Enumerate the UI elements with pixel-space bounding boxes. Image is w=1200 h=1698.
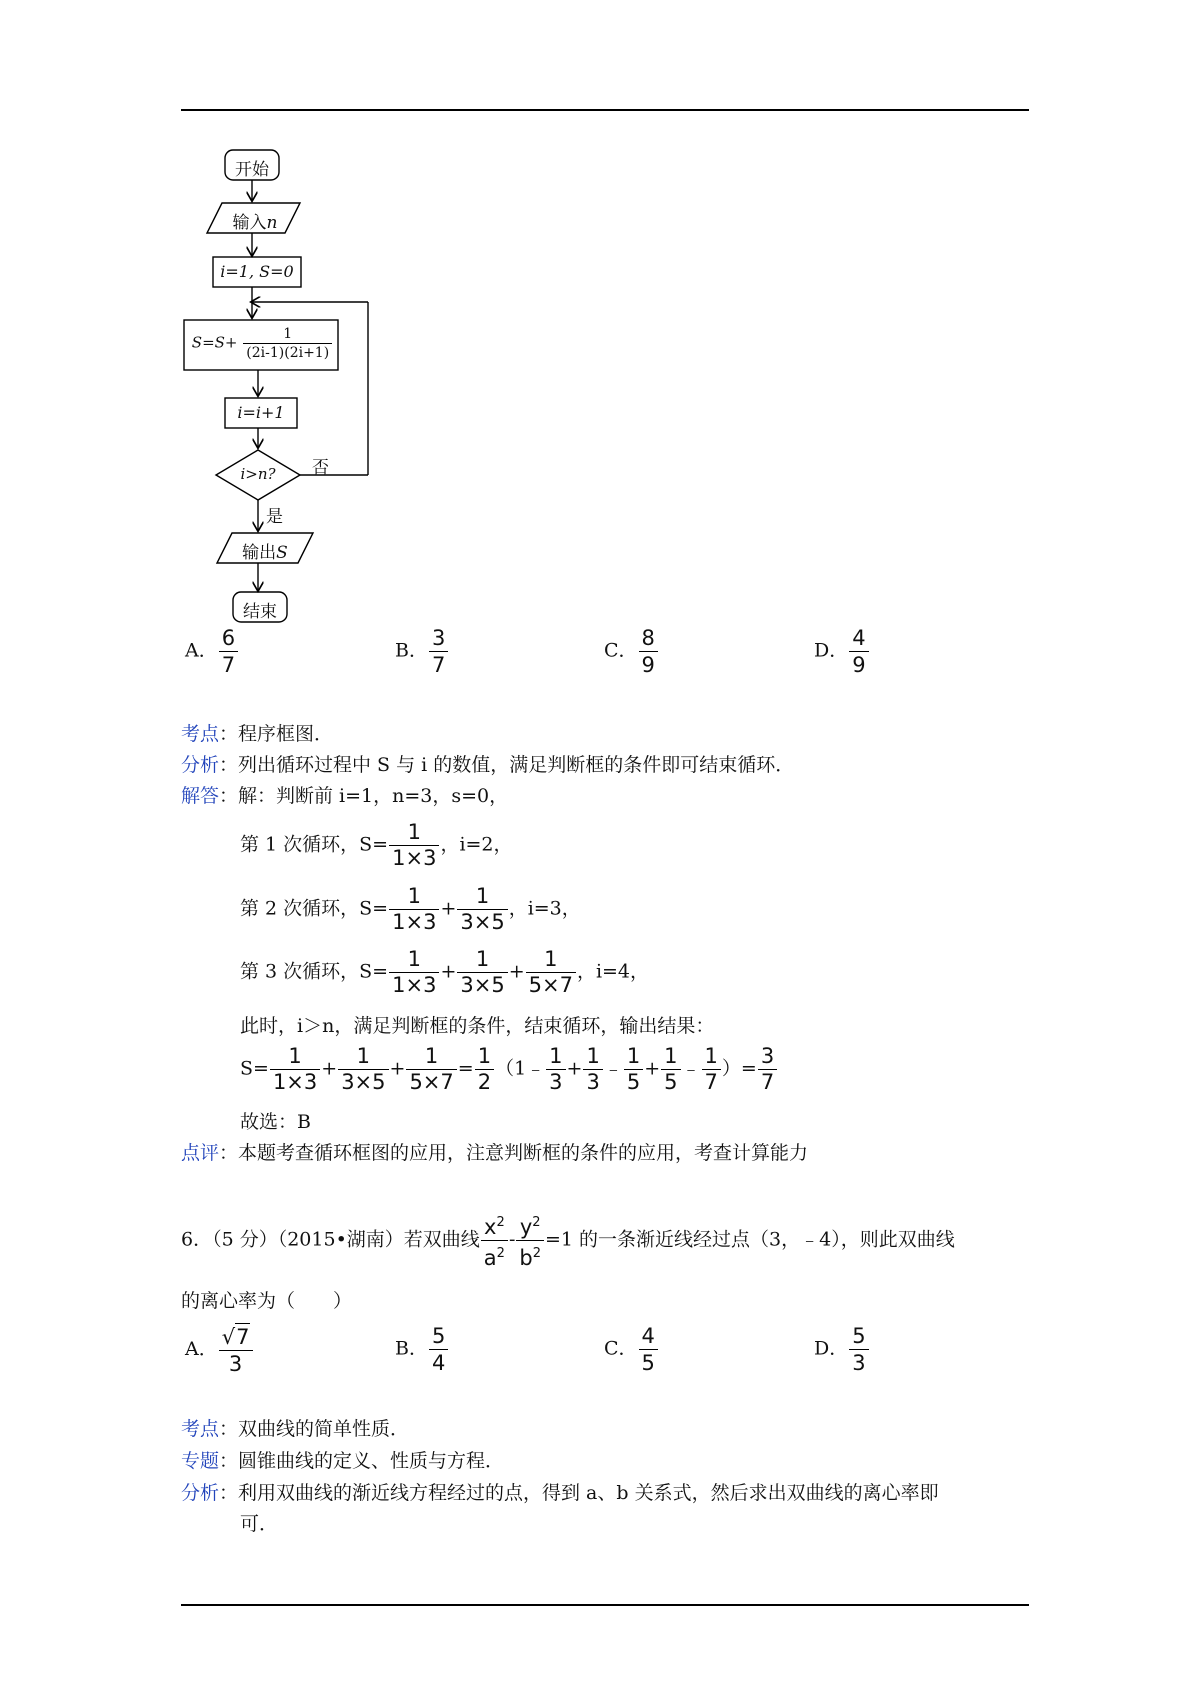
q6-option-a: A． $\frac{√7}{3}$ xyxy=(185,1323,254,1377)
q6-zhuanti: 专题：圆锥曲线的定义、性质与方程． xyxy=(181,1450,505,1472)
q6-fenxi: 分析：利用双曲线的渐近线方程经过的点，得到 a、b 关系式，然后求出双曲线的离心率即 xyxy=(181,1482,939,1504)
top-rule xyxy=(181,109,1029,111)
q6-fenxi-line2: 可． xyxy=(240,1513,279,1535)
q5-kaodian: 考点：程序框图． xyxy=(181,723,334,745)
flow-output-label: 输出S xyxy=(242,543,288,563)
flow-init-label: i=1, S=0 xyxy=(220,262,294,281)
q5-dianping: 点评：本题考查循环框图的应用，注意判断框的条件的应用，考查计算能力 xyxy=(181,1142,809,1164)
q6-kaodian: 考点：双曲线的简单性质． xyxy=(181,1418,410,1440)
flow-update-label: S=S+ $\frac{1}{(2i-1)(2i+1)}$ xyxy=(190,325,335,362)
q5-loop1: 第 1 次循环，S= $\frac{1}{1\times 3}$ ，i=2， xyxy=(240,820,513,870)
flowchart xyxy=(180,145,380,625)
q5-option-b: B． $\frac{3}{7}$ xyxy=(395,625,449,678)
q6-option-d: D． $\frac{5}{3}$ xyxy=(814,1323,870,1376)
q5-result: S= $\frac{1}{1\times 3}$ + $\frac{1}{3\times 5}$ + $\frac{1}{5\times 7}$ = $\frac{1}{2}$ （1﹣ $\frac{1}{3}$ + $\frac{1}{3}$ ﹣ $\frac{1}{5}$ + $\frac{1}{5}$ ﹣ $\frac{1}{7}$ ）= $\frac{3}{7}$ xyxy=(240,1044,778,1095)
q6-stem-line2: 的离心率为（ ） xyxy=(181,1290,353,1312)
bottom-rule xyxy=(181,1604,1029,1606)
q5-now: 此时，i＞n，满足判断框的条件，结束循环，输出结果： xyxy=(240,1015,715,1037)
q5-choose: 故选：B xyxy=(240,1111,311,1133)
q5-option-d: D． $\frac{4}{9}$ xyxy=(814,625,870,678)
q5-fenxi: 分析：列出循环过程中 S 与 i 的数值，满足判断框的条件即可结束循环． xyxy=(181,754,795,776)
q6-option-b: B． $\frac{5}{4}$ xyxy=(395,1323,449,1376)
q5-loop3: 第 3 次循环，S= $\frac{1}{1\times 3}$ + $\frac{1}{3\times 5}$ + $\frac{1}{5\times 7}$ ，i=4， xyxy=(240,947,650,997)
q5-loop2: 第 2 次循环，S= $\frac{1}{1\times 3}$ + $\frac{1}{3\times 5}$ ，i=3， xyxy=(240,884,581,934)
flow-incr-label: i=i+1 xyxy=(237,403,285,422)
q5-jieda: 解答：解：判断前 i=1，n=3，s=0， xyxy=(181,785,509,807)
q5-option-c: C． $\frac{8}{9}$ xyxy=(604,625,659,678)
q6-option-c: C． $\frac{4}{5}$ xyxy=(604,1323,659,1376)
flow-start-label: 开始 xyxy=(235,160,269,180)
flow-input-label: 输入n xyxy=(232,213,278,233)
flow-cond-label: i>n? xyxy=(240,465,276,483)
flow-yes-label: 是 xyxy=(266,507,283,527)
flow-end-label: 结束 xyxy=(243,602,277,622)
flow-no-label: 否 xyxy=(312,458,329,478)
q5-option-a: A． $\frac{6}{7}$ xyxy=(185,625,239,678)
q6-stem: 6．（5 分）（2015•湖南）若双曲线 $\frac{x^2}{a^2}$ - $\frac{y^2}{b^2}$ =1 的一条渐近线经过点（3，﹣4），则此双曲线 xyxy=(181,1210,955,1271)
